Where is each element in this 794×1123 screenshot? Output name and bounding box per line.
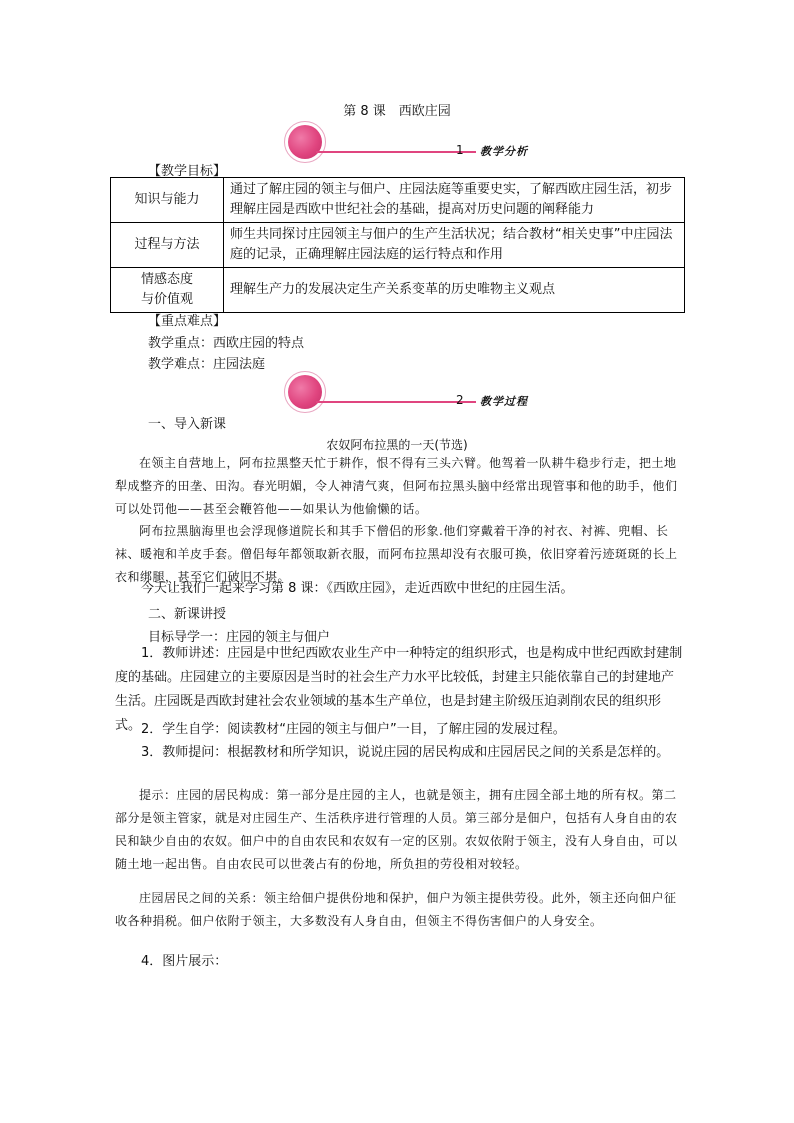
section-number: 2 xyxy=(456,393,464,407)
section-label: 教学分析 xyxy=(480,145,528,158)
teaching-item: 3．教师提问：根据教材和所学知识，说说庄园的居民构成和庄园居民之间的关系是怎样的。 xyxy=(141,745,670,760)
goal-head: 知识与能力 xyxy=(111,178,224,223)
goal-head-line: 与价值观 xyxy=(140,292,193,307)
section-circle-icon xyxy=(288,125,322,159)
teaching-item: 4．图片展示： xyxy=(141,954,228,969)
goals-heading: 【教学目标】 xyxy=(148,164,227,179)
lesson-title: 第 8 课 西欧庄园 xyxy=(343,104,451,119)
story-paragraph: 阿布拉黑脑海里也会浮现修道院长和其手下僧侣的形象.他们穿戴着干净的衬衣、衬裤、兜帽、长袜、暖袍和羊皮手套。僧侣每年都领取新衣服，而阿布拉黑却没有衣服可换，依旧穿着污迹斑斑的长上衣和绑腿，甚至它们破旧不堪。 xyxy=(115,524,678,584)
difficult-point: 教学难点：庄园法庭 xyxy=(148,357,266,372)
hint-paragraph: 庄园居民之间的关系：领主给佃户提供份地和保护，佃户为领主提供劳役。此外，领主还向佃户征收各种捐税。佃户依附于领主，大多数没有人身自由，但领主不得伤害佃户的人身安全。 xyxy=(115,891,677,928)
guide-heading: 目标导学一：庄园的领主与佃户 xyxy=(148,630,331,645)
teaching-item: 2．学生自学：阅读教材“庄园的领主与佃户”一目，了解庄园的发展过程。 xyxy=(141,722,566,737)
table-row xyxy=(111,268,685,313)
section-number: 1 xyxy=(456,143,464,157)
intro-conclusion: 今天让我们一起来学习第 8 课：《西欧庄园》，走近西欧中世纪的庄园生活。 xyxy=(141,581,574,596)
section-header-analysis xyxy=(288,125,548,161)
teaching-item: 1．教师讲述：庄园是中世纪西欧农业生产中一种特定的组织形式，也是构成中世纪西欧封建制度的基础。庄园建立的主要原因是当时的社会生产力水平比较低，封建主只能依靠自己的封建地产生活。庄园既是西欧封建社会农业领域的基本生产单位，也是封建主阶级压迫剥削农民的组织形式。 xyxy=(115,646,683,733)
hint-paragraph: 提示：庄园的居民构成：第一部分是庄园的主人，也就是领主，拥有庄园全部土地的所有权。第二部分是领主管家，就是对庄园生产、生活秩序进行管理的人员。第三部分是佃户，包括有人身自由的农民和缺少自由的农奴。佃户中的自由农民和农奴有一定的区别。农奴依附于领主，没有人身自由，可以随土地一起出售。自由农民可以世袭占有的份地，所负担的劳役相对较轻。 xyxy=(115,788,678,871)
goal-head-line: 情感态度 xyxy=(140,272,193,287)
goals-table xyxy=(110,177,685,313)
story-paragraph: 在领主自营地上，阿布拉黑整天忙于耕作，恨不得有三头六臂。他驾着一队耕牛稳步行走，把土地犁成整齐的田垄、田沟。春光明媚，令人神清气爽，但阿布拉黑头脑中经常出现管事和他的助手，他们可以处罚他——甚至会鞭笞他——如果认为他偷懒的话。 xyxy=(115,456,678,516)
goal-body: 师生共同探讨庄园领主与佃户的生产生活状况；结合教材“相关史事”中庄园法庭的记录，正确理解庄园法庭的运行特点和作用 xyxy=(224,223,685,268)
table-row xyxy=(111,178,685,223)
story-title: 农奴阿布拉黑的一天(节选) xyxy=(326,438,468,452)
section-underline xyxy=(316,151,476,153)
intro-heading: 一、导入新课 xyxy=(148,417,227,432)
section-header-process xyxy=(288,375,548,411)
section-circle-icon xyxy=(288,375,322,409)
new-lesson-heading: 二、新课讲授 xyxy=(148,607,227,622)
key-heading: 【重点难点】 xyxy=(148,314,227,329)
section-label: 教学过程 xyxy=(480,395,528,408)
goal-body: 理解生产力的发展决定生产关系变革的历史唯物主义观点 xyxy=(224,268,685,313)
goal-body: 通过了解庄园的领主与佃户、庄园法庭等重要史实，了解西欧庄园生活，初步理解庄园是西欧中世纪社会的基础，提高对历史问题的阐释能力 xyxy=(224,178,685,223)
section-underline xyxy=(316,401,476,403)
goal-head: 过程与方法 xyxy=(111,223,224,268)
key-point: 教学重点：西欧庄园的特点 xyxy=(148,336,305,351)
table-row xyxy=(111,223,685,268)
goal-head xyxy=(111,268,224,313)
